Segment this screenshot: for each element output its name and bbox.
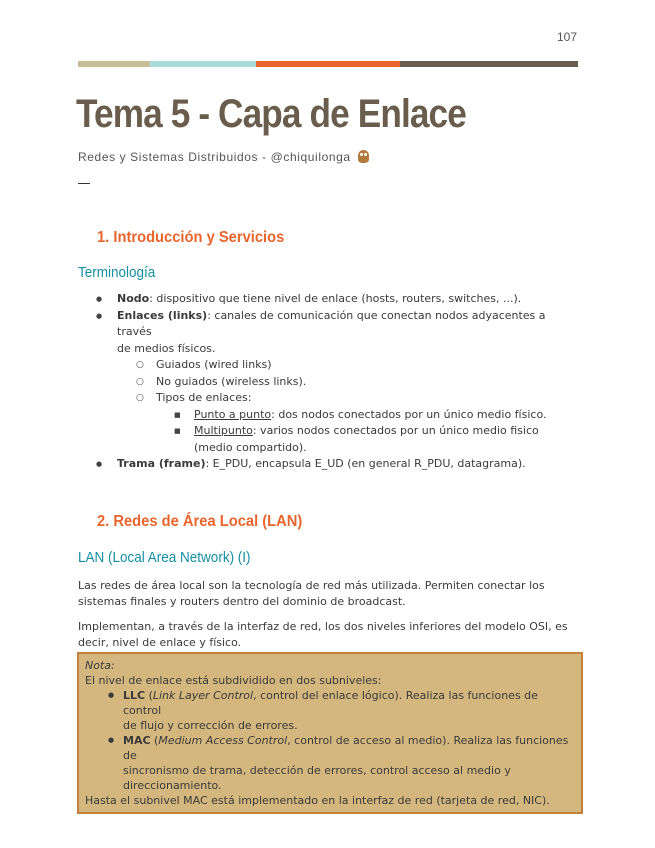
list-item-guiados: ○ Guiados (wired links) bbox=[78, 357, 578, 374]
multi-definition-2: (medio compartido). bbox=[194, 440, 307, 454]
mac-text-3: direccionamiento. bbox=[123, 779, 222, 792]
page-number: 107 bbox=[556, 30, 577, 44]
term-multipunto: Multipunto bbox=[194, 424, 253, 437]
term-trama: Trama (frame) bbox=[117, 457, 206, 470]
llc-paren: ( bbox=[145, 689, 153, 702]
list-item-trama bbox=[78, 456, 578, 473]
term-punto-a-punto: Punto a punto bbox=[194, 407, 272, 421]
section-1-heading: 1. Introducción y Servicios bbox=[97, 229, 285, 246]
lan-p2-line2: decir, nivel de enlace y físico. bbox=[78, 636, 242, 649]
list-item-nodo bbox=[78, 291, 578, 308]
note-box bbox=[77, 652, 583, 814]
color-bar-segment bbox=[400, 61, 578, 67]
terminology-subheading: Terminología bbox=[78, 264, 156, 281]
color-bar-segment bbox=[256, 61, 400, 67]
mac-text-1: , control de acceso al medio). Realiza las funciones de bbox=[123, 734, 569, 762]
subtitle-text: Redes y Sistemas Distribuidos - @chiquilonga bbox=[78, 150, 351, 164]
document-title: Tema 5 - Capa de Enlace bbox=[76, 92, 466, 136]
list-item-enlaces bbox=[78, 308, 578, 358]
note-intro: El nivel de enlace está subdividido en dos subniveles: bbox=[85, 674, 382, 687]
color-bar bbox=[78, 61, 578, 67]
trama-definition: : E_PDU, encapsula E_UD (en general R_PDU, datagrama). bbox=[205, 457, 526, 470]
section-2-heading: 2. Redes de Área Local (LAN) bbox=[97, 513, 303, 530]
list-item-multipunto bbox=[78, 423, 578, 456]
note-label: Nota: bbox=[85, 659, 115, 672]
term-nodo: Nodo bbox=[117, 292, 150, 305]
list-item-no-guiados: ○ No guiados (wireless links). bbox=[78, 374, 578, 391]
term-llc: LLC bbox=[123, 689, 146, 702]
term-mac: MAC bbox=[123, 734, 151, 747]
llc-text-2: de flujo y corrección de errores. bbox=[123, 719, 298, 732]
list-item-tipos: ○ Tipos de enlaces: bbox=[78, 390, 578, 407]
pap-definition: : dos nodos conectados por un único medio físico. bbox=[271, 407, 547, 421]
lan-p2-line1: Implementan, a través de la interfaz de red, los dos niveles inferiores del modelo OSI, es bbox=[78, 620, 568, 633]
nodo-definition: : dispositivo que tiene nivel de enlace (hosts, routers, switches, ...). bbox=[149, 292, 522, 305]
lan-paragraph-1 bbox=[78, 578, 568, 610]
note-outro: Hasta el subnivel MAC está implementado en la interfaz de red (tarjeta de red, NIC). bbox=[85, 794, 550, 807]
mac-expansion: Medium Access Control bbox=[158, 734, 288, 747]
enlaces-definition-2: de medios físicos. bbox=[117, 341, 216, 355]
lan-subheading: LAN (Local Area Network) (I) bbox=[78, 549, 251, 566]
document-subtitle bbox=[78, 150, 369, 164]
note-item-mac bbox=[85, 733, 575, 793]
color-bar-segment bbox=[150, 61, 256, 67]
llc-text-1: , control del enlace lógico). Realiza las funciones de control bbox=[123, 689, 538, 717]
llc-expansion: Link Layer Control bbox=[152, 689, 254, 702]
terminology-list bbox=[78, 291, 578, 473]
list-item-punto-a-punto bbox=[78, 407, 578, 424]
owl-emoji-icon bbox=[358, 150, 369, 163]
term-enlaces: Enlaces (links) bbox=[117, 308, 208, 322]
lan-p1-line2: sistemas finales y routers dentro del dominio de broadcast. bbox=[78, 595, 406, 608]
mac-text-2: sincronismo de trama, detección de errores, control acceso al medio y bbox=[123, 764, 511, 777]
note-list bbox=[85, 688, 575, 793]
note-item-llc bbox=[85, 688, 575, 733]
lan-p1-line1: Las redes de área local son la tecnología de red más utilizada. Permiten conectar los bbox=[78, 579, 545, 592]
multi-definition-1: : varios nodos conectados por un único medio fisico bbox=[252, 424, 539, 437]
subtitle-divider bbox=[78, 183, 90, 184]
mac-paren: ( bbox=[150, 734, 159, 747]
enlaces-definition-1: : canales de comunicación que conectan nodos adyacentes a través bbox=[117, 308, 546, 338]
color-bar-segment bbox=[78, 61, 150, 67]
lan-paragraph-2 bbox=[78, 619, 568, 651]
